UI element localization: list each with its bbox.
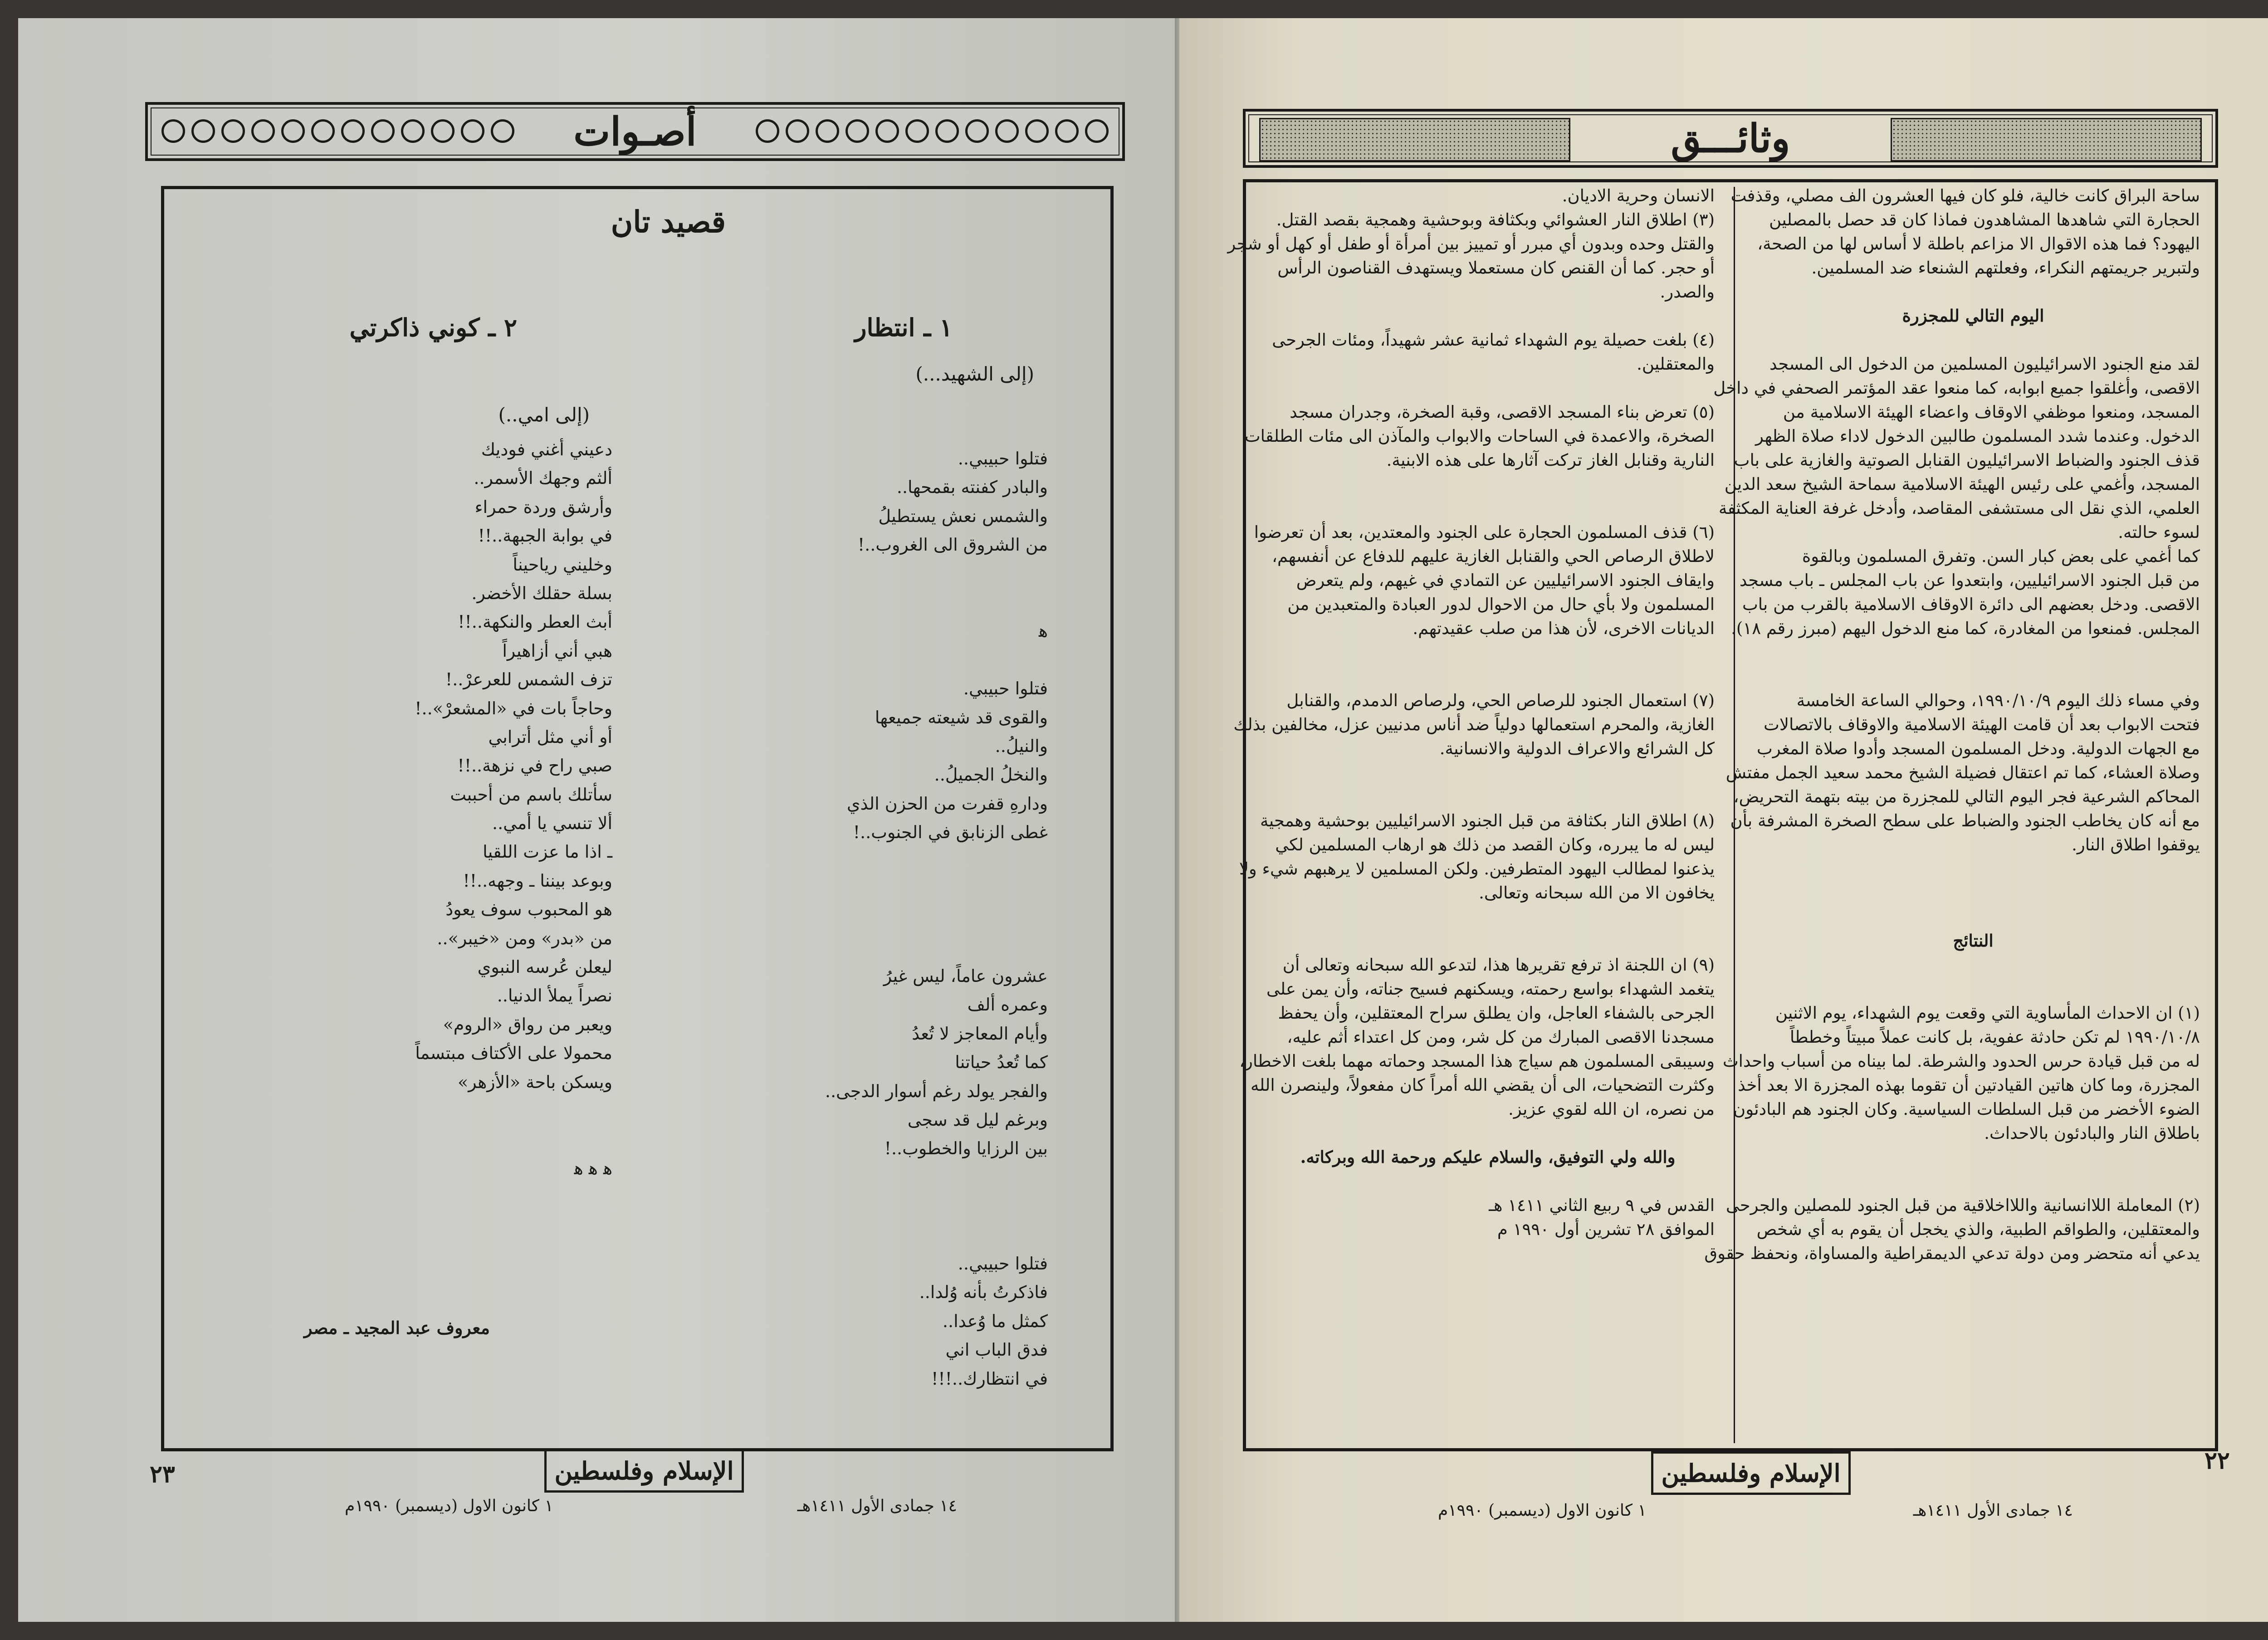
text-line: وعمره ألف [967,995,1048,1015]
text-line: من قبل الجنود الاسرائيليين، وابتعدوا عن باب المجلس ـ باب مسجد [1739,571,2200,590]
section-header-wathaeq [1243,109,2218,168]
ring-ornament-left [161,119,514,143]
text-line [776,1221,1048,1250]
text-line: لاطلاق الرصاص الحي والقنابل الغازية عليهم للدفاع عن أنفسهم، [1272,547,1715,566]
document-column-right [1704,184,2200,1265]
text-line: وأيام المعاجز لا تُعدُ [912,1023,1048,1044]
text-line: ألا تنسي يا أمي.. [492,813,612,834]
poem1-title: ١ ـ انتظار [855,313,953,342]
text-line: والنيلُ.. [995,736,1048,756]
text-line: ﻫ ﻫ ﻫ [574,1158,612,1178]
text-line: باطلاق النار والبادئون بالاحداث. [1984,1123,2200,1143]
text-line: صبي راح في نزهة..!! [457,756,612,776]
text-line: أبث العطر والنكهة..!! [458,612,612,632]
text-line: من الشروق الى الغروب..! [857,535,1048,555]
text-line: بسلة حقلك الأخضر. [471,583,612,603]
text-line: (٩) ان اللجنة اذ ترفع تقريرها هذا، لتدعو الله سبحانه وتعالى أن [1282,955,1715,975]
text-line [1746,953,2200,977]
text-line: الديانات الاخرى، لأن هذا من صلب عقيدتهم. [1413,619,1715,638]
text-line: كمثل ما وُعدا.. [942,1311,1048,1331]
text-line [776,933,1048,962]
text-line: ١٩٩٠/١٠/٨ لم تكن حادثة عفوية، بل كانت عملاً مبيتاً وخططاً [1789,1027,2200,1047]
poem2-title: ٢ ـ كوني ذاكرتي [349,313,517,342]
text-line: والبادر كفنته بقمحها.. [896,477,1048,498]
text-line: (٢) المعاملة اللاانسانية واللااخلاقية من قبل الجنود للمصلين والجرحى [1725,1196,2200,1215]
text-line: وحاجاً بات في «المشعرْ»..! [415,698,612,718]
ring-ornament-right [756,119,1109,143]
text-line [1261,640,1715,664]
text-line: وبوعد بيننا ـ وجهه..!! [463,870,612,891]
text-line: اليهود؟ فما هذه الاقوال الا مزاعم باطلة لا أساس لها من الصحة، [1757,234,2200,254]
text-line [776,646,1048,674]
text-line: الصخرة، والاعمدة في الساحات والابواب والمآذن الى مئات الطلقات [1244,426,1715,446]
text-line: والفجر يولد رغم أسوار الدجى.. [825,1081,1048,1101]
text-line: له من قبل قيادة حرس الحدود والشرطة. لما بيناه من أسباب واحداث [1722,1051,2200,1071]
text-line: والقوى قد شيعته جميعها [875,707,1048,727]
text-line [776,1163,1048,1192]
text-line: والشمس نعش يستطيلُ [878,506,1048,526]
magazine-footer-logo: الإسلام وفلسطين [544,1449,744,1493]
text-line: الجرحى بالشفاء العاجل، وان يطلق سراح المعتقلين، وأن يحفظ [1278,1003,1715,1023]
text-line: ﻫ [1038,621,1048,641]
text-line [1261,664,1715,688]
text-line: دعيني أغني فوديك [481,439,612,459]
issue-date-hijri: ١٤ جمادى الأول ١٤١١هـ [797,1497,957,1515]
text-line [776,904,1048,933]
text-line: من نصره، ان الله لقوي عزيز. [1508,1099,1715,1119]
text-line: غطى الزنابق في الجنوب..! [853,822,1048,843]
text-line [1746,328,2200,352]
text-line [1261,496,1715,520]
text-line: يذعنوا لمطالب اليهود المتطرفين. ولكن المسلمين لا يرهبهم شيء ولا [1239,859,1715,879]
text-line [1261,1169,1715,1193]
text-line [1746,640,2200,664]
text-line: الضوء الأخضر من قبل السلطات السياسية. وكان الجنود هم البادئون [1733,1099,2200,1119]
issue-date-gregorian: ١ كانون الاول (ديسمبر) ١٩٩٠م [345,1497,553,1515]
issue-date-gregorian: ١ كانون الاول (ديسمبر) ١٩٩٠م [1438,1501,1647,1520]
text-line: كما تُعدُ حياتنا [955,1052,1048,1073]
poem2-dedication: (إلى امي..) [498,404,590,426]
text-line: المسلمون ولا بأي حال من الاحوال لدور العبادة والمتعبدين من [1287,595,1715,614]
text-line: تزف الشمس للعرعرْ..! [445,669,612,690]
text-line: المسجد، وأغمي على رئيس الهيئة الاسلامية سماحة الشيخ سعد الدين [1724,474,2200,494]
text-line: والمعتقلين، والطواقم الطبية، والذي يخجل أن يقوم به أي شخص [1756,1220,2200,1239]
text-line: عشرون عاماً، ليس غيرُ [883,966,1048,986]
text-line: مع أنه كان يخاطب الجنود والضباط على سطح الصخرة المشرفة بأن [1730,811,2200,830]
text-line: (٧) استعمال الجنود للرصاص الحي، ولرصاص الدمدم، والقنابل [1286,691,1715,710]
poem-collection-title: قصيد تان [611,204,726,239]
text-line: أو حجر. كما أن القنص كان مستعملا ويستهدف القناصون الرأس [1277,258,1715,278]
text-line [1746,977,2200,1001]
text-line [1261,929,1715,953]
halftone-ornament-left [1259,118,1570,161]
halftone-ornament-right [1891,118,2202,161]
text-line: العلمي، الذي نقل الى مستشفى المقاصد، وأدخل غرفة العناية المكثفة [1718,498,2200,518]
text-line [776,1192,1048,1220]
text-line: والقتل وحده وبدون أي مبرر أو تمييز بين أمرأة أو طفل أو كهل أو شجر [1227,234,1715,254]
text-line: الدخول. وعندما شدد المسلمون طالبين الدخول لاداء صلاة الظهر [1755,426,2200,446]
text-line: ساحة البراق كانت خالية، فلو كان فيها العشرون الف مصلي، وقذفت [1730,186,2200,205]
text-line: والنخلُ الجميلُ.. [934,765,1048,785]
text-line: (٤) بلغت حصيلة يوم الشهداء ثمانية عشر شهيداً، ومئات الجرحى [1272,330,1715,350]
text-line: وأرشق وردة حمراء [474,497,612,517]
text-line: فتحت الابواب بعد أن قامت الهيئة الاسلامية والاوقاف بالاتصالات [1764,715,2200,734]
text-line: ليس له ما يبرره، وكان القصد من ذلك هو ارهاب المسلمين لكي [1275,835,1715,854]
poem-author: معروف عبد المجيد ـ مصر [304,1318,490,1338]
text-line [1261,785,1715,809]
text-line: لقد منع الجنود الاسرائيليون المسلمين من الدخول الى المسجد [1769,354,2200,374]
text-line [776,876,1048,904]
text-line: (٥) تعرض بناء المسجد الاقصى، وقبة الصخرة، وجدران مسجد [1290,402,1715,422]
text-line: يدعي أنه متحضر ومن دولة تدعي الديمقراطية والمساواة، ونحفظ حقوق [1704,1244,2200,1263]
text-line: الانسان وحرية الاديان. [1562,186,1715,205]
text-line: قذف الجنود والضباط الاسرائيليون القنابل الصوتية والغازية على باب [1734,450,2200,470]
text-line: ليعلن عُرسه النبوي [477,957,612,977]
text-line: كل الشرائع والاعراف الدولية والانسانية. [1439,739,1715,758]
text-line: ودارهِ قفرت من الحزن الذي [846,793,1048,814]
text-line: المجزرة، وما كان هاتين القيادتين أن تقوما بهذه المجزرة الا بعد أخذ [1738,1075,2200,1095]
text-line: القدس في ٩ ربيع الثاني ١٤١١ هـ [1489,1196,1715,1215]
text-line: والصدر. [1660,282,1715,302]
text-line: وفي مساء ذلك اليوم ١٩٩٠/١٠/٩، وحوالي الساعة الخامسة [1796,691,2200,710]
text-line: وبرغم ليل قد سجى [907,1109,1048,1130]
text-line: المحاكم الشرعية فجر اليوم التالي للمجزرة من بيته بتهمة التحريض، [1733,787,2200,806]
text-line: في بوابة الجبهة..!! [478,526,612,546]
text-line [1746,881,2200,905]
text-line: فاذكرتُ بأنه وُلدا.. [919,1282,1048,1303]
text-line: في انتظارك..!!! [931,1368,1048,1389]
text-line: ألثم وجهك الأسمر.. [474,468,612,488]
text-line: المسجد، ومنعوا موظفي الاوقاف واعضاء الهيئة الاسلامية من [1783,402,2200,422]
text-line: نصراً يملأ الدنيا.. [497,986,612,1006]
page-number: ٢٢ [2204,1447,2230,1474]
text-line: مسجدنا الاقصى المبارك من كل شر، ومن كل اعتداء أثم عليه، [1287,1027,1715,1047]
text-line: (٣) اطلاق النار العشوائي وبكثافة وبوحشية وهمجية بقصد القتل. [1276,210,1715,229]
document-column-left [1227,184,1715,1241]
text-line: يتغمد الشهداء بواسع رحمته، ويسكنهم فسيح جناته، وأن يمن على [1266,979,1715,999]
page-number: ٢٣ [150,1460,175,1488]
section-title: وثائـــق [1653,116,1809,161]
text-line [1261,304,1715,328]
text-line: وكثرت التضحيات، الى أن يقضي الله أمراً كان مفعولاً، ولينصرن الله [1250,1075,1715,1095]
text-line: فتلوا حبيبي. [963,678,1048,699]
text-line: (٦) قذف المسلمون الحجارة على الجنود والمعتدين، بعد أن تعرضوا [1254,522,1715,542]
text-line: وخليني رياحيناً [513,554,612,575]
text-line: (٨) اطلاق النار بكثافة من قبل الجنود الاسرائيليين بوحشية وهمجية [1260,811,1715,830]
text-line [1746,1145,2200,1169]
issue-date-hijri: ١٤ جمادى الأول ١٤١١هـ [1913,1501,2073,1520]
text-line: ويسكن باحة «الأزهر» [458,1072,612,1092]
text-line: محمولا على الأكتاف مبتسماً [415,1043,612,1064]
text-line: هو المحبوب سوف يعودُ [445,899,612,920]
text-line [1261,905,1715,929]
issue-date-line [1438,1501,2073,1520]
text-line: سأتلك باسم من أحببت [450,784,612,805]
text-line [1261,376,1715,400]
text-line: هبي أني أزاهيراً [502,640,612,661]
text-line [358,1125,612,1154]
text-line: ـ اذا ما عزت اللقيا [483,842,612,862]
text-line: الاقصى، وأغلقوا جميع ابوابه، كما منعوا عقد المؤتمر الصحفي في داخل [1713,378,2200,398]
text-line: فدق الباب اني [945,1340,1048,1360]
text-line: لسوء حالته. [2118,522,2200,542]
text-line [1261,1121,1715,1145]
text-line [776,588,1048,617]
text-line: الاقصى. ودخل بعضهم الى دائرة الاوقاف الاسلامية بالقرب من باب [1742,595,2200,614]
section-header-aswat [145,102,1125,161]
poem1-verses [776,444,1048,1393]
text-line [358,1097,612,1125]
text-line: الموافق ٢٨ تشرين أول ١٩٩٠ م [1497,1220,1715,1239]
text-line [1746,905,2200,929]
text-line [776,560,1048,588]
text-line: والله ولي التوفيق، والسلام عليكم ورحمة الله وبركاته. [1300,1147,1676,1167]
text-line: المجلس. فمنعوا من المغادرة، كما منع الدخول اليهم (مبرز رقم ١٨). [1731,619,2200,638]
text-line: كما أغمي على بعض كبار السن. وتفرق المسلمون وبالقوة [1802,547,2200,566]
text-line: بين الرزايا والخطوب..! [884,1138,1048,1159]
text-line [1746,857,2200,881]
text-line: يوقفوا اطلاق النار. [2072,835,2200,854]
text-line: أو أني مثل أترابي [488,727,612,747]
text-line: الغازية، والمحرم استعمالها دولياً ضد أناس مدنيين عزل، مخالفين بذلك [1233,715,1715,734]
text-line: النارية وقنابل الغاز تركت آثارها على هذه الابنية. [1386,450,1715,470]
text-line: النتائج [1953,931,1994,951]
section-title: أصـوات [555,109,714,155]
poem2-verses [358,435,612,1183]
text-line: ويعبر من رواق «الروم» [443,1014,612,1035]
text-line: فتلوا حبيبي.. [958,449,1048,469]
text-line [1746,664,2200,688]
issue-date-line [345,1497,957,1515]
text-line [776,847,1048,875]
text-line [1746,280,2200,304]
text-line: وصلاة العشاء، كما تم اعتقال فضيلة الشيخ محمد سعيد الجمل مفتش [1725,763,2200,782]
text-line [1746,1169,2200,1193]
text-line: والمعتقلين. [1637,354,1715,374]
text-line [1261,761,1715,785]
text-line: من «بدر» ومن «خيبر».. [437,928,612,948]
magazine-footer-logo: الإسلام وفلسطين [1651,1451,1851,1495]
text-line: الحجارة التي شاهدها المشاهدون فماذا كان قد حصل بالمصلين [1769,210,2200,229]
text-line [1261,472,1715,496]
text-line: ولتبرير جريمتهم النكراء، وفعلتهم الشنعاء ضد المسلمين. [1811,258,2200,278]
text-line: وايقاف الجنود الاسرائيليين عن التمادي في غيهم، ولم يتعرض [1296,571,1715,590]
poem1-dedication: (إلى الشهيد...) [915,363,1034,385]
text-line: وسيبقى المسلمون هم سياج هذا المسجد وحماته مهما بلغت الاخطار، [1239,1051,1715,1071]
text-line: اليوم التالي للمجزرة [1902,306,2044,326]
text-line: مع الجهات الدولية. ودخل المسلمون المسجد وأدوا صلاة المغرب [1756,739,2200,758]
text-line: (١) ان الاحداث المأساوية التي وقعت يوم الشهداء، يوم الاثنين [1775,1003,2200,1023]
text-line: يخافون الا من الله سبحانه وتعالى. [1479,883,1715,903]
text-line: فتلوا حبيبي.. [958,1253,1048,1274]
